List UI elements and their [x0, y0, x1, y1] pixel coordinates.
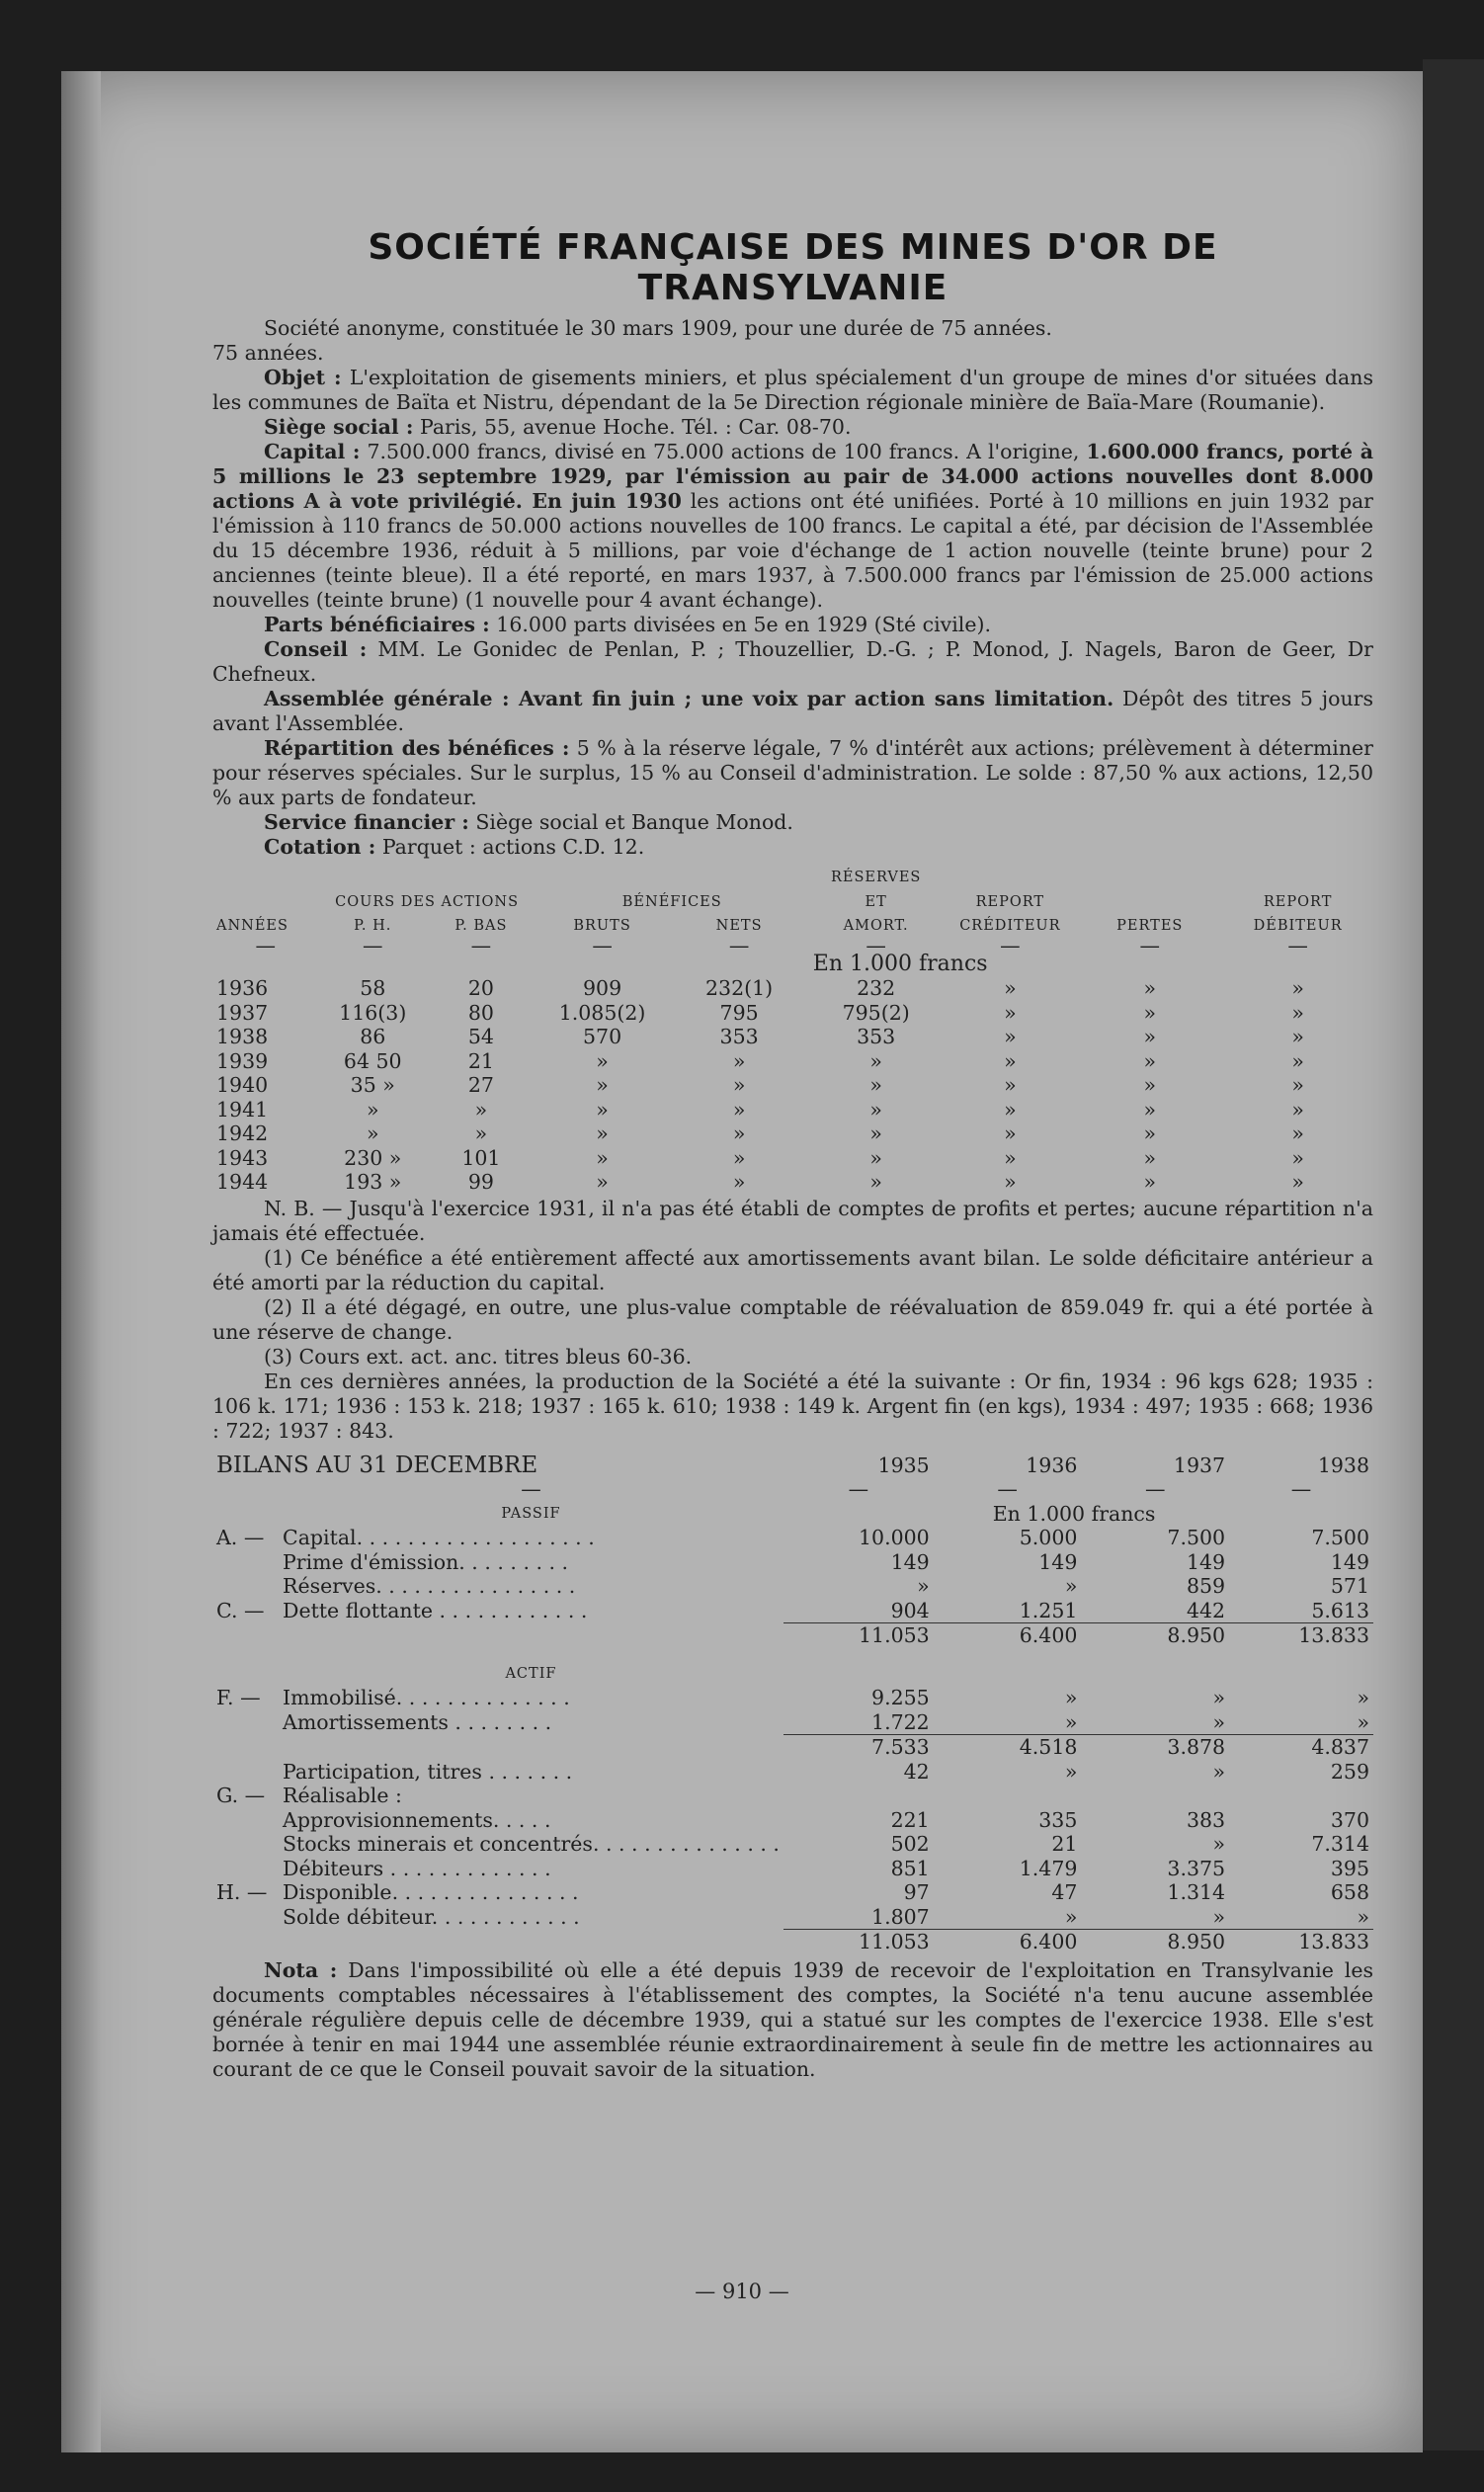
passif-cell: 7.500	[1167, 1526, 1226, 1549]
results-cell: »	[1291, 1000, 1304, 1025]
ag-text: Dépôt des titres 5 jours avant l'Assemblée.	[212, 687, 1373, 735]
results-cell: 1942	[216, 1121, 269, 1145]
repartition-text: 5 % à la réserve légale, 7 % d'intérêt aux actions; prélèvement à déterminer pour réserves spéciales. Sur le surplus, 15 % au Conseil d'administration. Le solde : 87,50 % aux actions, 12,50 % aux parts de fondateur.	[212, 736, 1373, 809]
results-cell: 353	[719, 1025, 759, 1048]
passif-cell: »	[917, 1574, 930, 1598]
year-1938: 1938	[1317, 1453, 1369, 1477]
parts-label: Parts bénéficiaires :	[264, 613, 490, 636]
results-cell: »	[1004, 1097, 1017, 1121]
actif-subtotal-1935: 7.533	[871, 1735, 930, 1759]
actif-cell: 42	[903, 1759, 930, 1784]
nota-text: Dans l'impossibilité où elle a été depuis 1939 de recevoir de l'exploitation en Transylvanie les documents comptables nécessaires à l'établissement des comptes, la Société n'a tenu aucune assemblée générale régulière depuis celle de décembre 1939, qui a statué sur les comptes de l'exercice 1938. Elle s'est bornée à tenir en mai 1944 une assemblée réunie extraordinairement à seule fin de mettre les actionnaires au courant de ce que le Conseil pouvait savoir de la situation.	[212, 1957, 1373, 2081]
page-binding-shadow	[61, 71, 101, 2452]
passif-cell: 7.500	[1311, 1526, 1369, 1549]
results-cell: »	[869, 1048, 882, 1073]
results-cell: 1.085(2)	[558, 1000, 646, 1025]
actif-cell: »	[1212, 1709, 1226, 1734]
results-cell: 101	[461, 1145, 501, 1170]
results-cell: 353	[857, 1025, 896, 1048]
siege-text: Paris, 55, avenue Hoche. Tél. : Car. 08-70.	[419, 415, 852, 439]
ag-paragraph	[212, 687, 1373, 736]
passif-cell: 5.000	[1019, 1526, 1078, 1549]
results-cell: »	[596, 1097, 609, 1121]
passif-total-1938: 13.833	[1298, 1623, 1369, 1647]
results-cell: »	[1291, 1121, 1304, 1145]
header-amort: AMORT.	[843, 918, 909, 934]
results-cell: 27	[467, 1073, 494, 1097]
year-1937: 1937	[1173, 1453, 1226, 1477]
actif-subtotal-1937: 3.878	[1167, 1735, 1226, 1759]
page-number: — 910 —	[695, 2280, 789, 2303]
results-cell: »	[1004, 1073, 1017, 1097]
results-row	[212, 1049, 1373, 1074]
results-cell: »	[1291, 1097, 1304, 1121]
passif-cell: 10.000	[858, 1526, 930, 1549]
passif-cell: 5.613	[1311, 1598, 1369, 1622]
results-cell: »	[366, 1121, 379, 1145]
parts-text: 16.000 parts divisées en 5e en 1929 (Sté civile).	[496, 613, 991, 636]
results-cell: »	[1291, 976, 1304, 1000]
results-cell: »	[1143, 1025, 1157, 1048]
results-cell: »	[474, 1121, 488, 1145]
results-table-body	[212, 976, 1373, 1195]
results-cell: »	[1291, 1170, 1304, 1194]
actif-cell: »	[1357, 1686, 1369, 1709]
actif-cell: »	[1212, 1759, 1226, 1784]
service-paragraph	[212, 810, 1373, 835]
passif-row	[212, 1599, 1373, 1623]
results-cell: 35 »	[350, 1073, 395, 1097]
results-row	[212, 1073, 1373, 1098]
bilans-unit: En 1.000 francs	[992, 1501, 1156, 1526]
results-cell: »	[1143, 1073, 1157, 1097]
header-pbas: P. BAS	[454, 918, 508, 934]
actif-cell: »	[1212, 1832, 1226, 1856]
actif-row	[212, 1905, 1373, 1930]
actif-row	[212, 1784, 1373, 1808]
results-row	[212, 1121, 1373, 1146]
actif-cell: 9.255	[871, 1686, 930, 1709]
results-cell: »	[869, 1121, 882, 1145]
results-cell: »	[1143, 1048, 1157, 1073]
results-row	[212, 1170, 1373, 1195]
actif-cell: 370	[1330, 1807, 1369, 1832]
actif-cell: H. —	[216, 1880, 268, 1904]
conseil-text: MM. Le Gonidec de Penlan, P. ; Thouzellier, D.-G. ; P. Monod, J. Nagels, Baron de Geer, Dr Chefneux.	[212, 637, 1373, 686]
table-unit: En 1.000 francs	[812, 951, 988, 976]
actif-cell: F. —	[216, 1686, 261, 1709]
results-cell: 1937	[216, 1000, 269, 1025]
capital-label: Capital :	[264, 440, 361, 463]
results-cell: »	[596, 1145, 609, 1170]
results-table	[212, 866, 1373, 1195]
header-report-2: REPORT	[1263, 893, 1333, 910]
results-row	[212, 976, 1373, 1001]
capital-text-2: les actions ont été unifiées. Porté à 10 millions en juin 1932 par l'émission à 110 francs de 50.000 actions nouvelles de 100 francs. Le capital a été, par décision de l'Assemblée du 15 décembre 1936, réduit à 5 millions, par voie d'échange de 1 action nouvelle (teinte brune) pour 2 anciennes (teinte bleue). Il a été reporté, en mars 1937, à 7.500.000 francs par l'émission de 25.000 actions nouvelles (teinte brune) (1 nouvelle pour 4 avant échange).	[212, 489, 1373, 612]
balance-sheet-table: BILANS AU 31 DECEMBRE 1935 1936 1937 1938 — — — — — PASSIF En 1.000 francs A. — Capital. . . . . . . . . . . . . . . . . . . 10.000 5.000 7.500 7.500 Prime d'émission. . . . . . . . . 149 149 149 149 Réserves. . . . . . . . . . . . . . . . » » 859 571 C. — Dette flottante . . . . . . . . . . . . 904 1.251 442 5.613 11.053 6.400 8.950 13.833 ACTIF F. — Immobilisé. . . . . . . . . . . . . . 9.255 » » » Amortissements . . . . . . . . 1.722 » » » 7.533 4.518 3.878 4.837 Participation, titres . . . . . . . 42 » » 259 G. — Réalisable : Approvisionnements. . . . . 221 335 383 370 Stocks minerais et concentrés. . . . . . . . . . . . . . . 502 21 » 7.314 Débiteurs . . . . . . . . . . . . . 851 1.479 3.375 395 H. — Disponible. . . . . . . . . . . . . . . 97 47 1.314 658 Solde débiteur. . . . . . . . . . . . 1.807 » » » 11.053 6.400 8.950 13.833	[212, 1454, 1373, 1954]
results-cell: »	[869, 1097, 882, 1121]
bilans-heading: BILANS AU 31 DECEMBRE	[216, 1452, 538, 1478]
results-cell: »	[1291, 1145, 1304, 1170]
actif-cell: 259	[1330, 1759, 1369, 1784]
actif-total-row	[212, 1930, 1373, 1954]
results-cell: 1941	[216, 1097, 269, 1121]
passif-cell: 1.251	[1019, 1598, 1078, 1622]
actif-total-1937: 8.950	[1167, 1930, 1226, 1953]
passif-cell: 149	[890, 1549, 930, 1574]
actif-subtotal-row	[212, 1735, 1373, 1760]
actif-cell: 97	[903, 1880, 930, 1904]
passif-cell: Dette flottante . . . . . . . . . . . .	[283, 1598, 588, 1622]
actif-cell	[1081, 1784, 1229, 1808]
adjacent-page-edge	[1423, 59, 1484, 2450]
actif-cell: Immobilisé. . . . . . . . . . . . . .	[283, 1686, 570, 1709]
actif-cell: Approvisionnements. . . . .	[283, 1807, 551, 1832]
results-cell: »	[869, 1073, 882, 1097]
actif-cell: Disponible. . . . . . . . . . . . . . .	[283, 1880, 579, 1904]
results-row	[212, 1001, 1373, 1026]
results-cell: »	[732, 1073, 746, 1097]
header-annees: ANNÉES	[216, 918, 289, 934]
results-cell: 58	[360, 976, 386, 1000]
page-content	[212, 227, 1373, 2082]
actif-cell: »	[1357, 1709, 1369, 1734]
footnote-3: (3) Cours ext. act. anc. titres bleus 60-36.	[264, 1344, 693, 1369]
actif-cell: 7.314	[1311, 1832, 1369, 1856]
nota-paragraph	[212, 1958, 1373, 2082]
actif-cell: 383	[1186, 1807, 1226, 1832]
passif-cell: 149	[1186, 1549, 1226, 1574]
actif-row	[212, 1832, 1373, 1857]
objet-paragraph	[212, 366, 1373, 415]
header-benefices: BÉNÉFICES	[621, 893, 722, 910]
cotation-text: Parquet : actions C.D. 12.	[381, 835, 645, 859]
actif-total-1938: 13.833	[1298, 1930, 1369, 1953]
passif-cell: Réserves. . . . . . . . . . . . . . . .	[283, 1574, 576, 1598]
actif-total-1935: 11.053	[858, 1930, 930, 1953]
passif-total-row	[212, 1623, 1373, 1648]
passif-cell	[212, 1574, 279, 1599]
capital-bold-text: 1.600.000 francs, porté à 5 millions le 23 septembre 1929, par l'émission au pair de 34.000 actions nouvelles dont 8.000 actions A à vote privilégié. En juin 1930	[212, 440, 1373, 513]
actif-cell: 502	[890, 1832, 930, 1856]
results-cell: 21	[467, 1048, 494, 1073]
actif-cell: 658	[1330, 1880, 1369, 1904]
results-cell: 99	[467, 1170, 494, 1194]
capital-paragraph	[212, 440, 1373, 613]
actif-cell: 3.375	[1167, 1856, 1226, 1880]
actif-cell	[212, 1710, 279, 1735]
intro-continuation: 75 années.	[212, 341, 324, 365]
results-cell: »	[1291, 1048, 1304, 1073]
actif-cell: »	[1064, 1904, 1078, 1929]
results-cell: »	[1143, 976, 1157, 1000]
actif-cell: 1.722	[871, 1709, 930, 1734]
actif-cell: 47	[1051, 1880, 1078, 1904]
actif-cell: »	[1212, 1686, 1226, 1709]
header-et: ET	[865, 893, 887, 910]
actif-cell	[212, 1760, 279, 1785]
actif-heading: ACTIF	[505, 1665, 557, 1682]
service-label: Service financier :	[264, 810, 469, 834]
header-pertes: PERTES	[1116, 918, 1184, 934]
results-cell: »	[596, 1048, 609, 1073]
results-cell: 1944	[216, 1170, 269, 1194]
nota-label: Nota :	[264, 1957, 338, 1982]
header-nets: NETS	[715, 918, 763, 934]
header-dashes: — — — — — — — — —	[255, 933, 1308, 957]
results-cell: »	[732, 1121, 746, 1145]
results-cell: »	[1143, 1121, 1157, 1145]
actif-subtotal-1938: 4.837	[1311, 1735, 1369, 1759]
results-cell: »	[732, 1048, 746, 1073]
actif-cell: 395	[1330, 1856, 1369, 1880]
passif-row	[212, 1574, 1373, 1599]
actif-rows-2	[212, 1760, 1373, 1930]
results-cell: »	[1004, 1170, 1017, 1194]
results-cell: »	[1143, 1145, 1157, 1170]
results-cell: 1936	[216, 976, 269, 1000]
passif-heading: PASSIF	[501, 1505, 561, 1522]
results-cell: »	[1143, 1170, 1157, 1194]
passif-total-1935: 11.053	[858, 1623, 930, 1647]
cotation-paragraph	[212, 835, 1373, 860]
results-cell: »	[596, 1073, 609, 1097]
results-cell: »	[1004, 1000, 1017, 1025]
passif-cell: Capital. . . . . . . . . . . . . . . . . . .	[283, 1526, 595, 1549]
results-cell: 1943	[216, 1145, 269, 1170]
passif-cell: 859	[1186, 1574, 1226, 1598]
actif-cell	[783, 1784, 934, 1808]
actif-cell: Solde débiteur. . . . . . . . . . . .	[283, 1904, 580, 1929]
passif-cell: A. —	[216, 1526, 265, 1549]
results-cell: »	[596, 1170, 609, 1194]
results-cell: »	[869, 1170, 882, 1194]
actif-cell	[1229, 1784, 1373, 1808]
year-1935: 1935	[877, 1453, 930, 1477]
results-cell: 1939	[216, 1048, 269, 1073]
actif-cell: Participation, titres . . . . . . .	[283, 1759, 573, 1784]
passif-rows	[212, 1526, 1373, 1623]
header-cours: COURS DES ACTIONS	[335, 893, 520, 910]
actif-cell	[212, 1857, 279, 1881]
actif-row	[212, 1686, 1373, 1710]
results-row	[212, 1146, 1373, 1171]
actif-cell: »	[1212, 1904, 1226, 1929]
production-paragraph: En ces dernières années, la production de la Société a été la suivante : Or fin, 1934 : 96 kgs 628; 1935 : 106 k. 171; 1936 : 153 k. 218; 1937 : 165 k. 610; 1938 : 149 k. Argent fin (en kgs), 1934 : 497; 1935 : 668; 1936 : 722; 1937 : 843.	[212, 1369, 1373, 1443]
header-debiteur: DÉBITEUR	[1253, 918, 1343, 934]
header-crediteur: CRÉDITEUR	[959, 918, 1061, 934]
actif-cell: Amortissements . . . . . . . .	[283, 1709, 552, 1734]
year-1936: 1936	[1026, 1453, 1078, 1477]
actif-cell: 1.314	[1167, 1880, 1226, 1904]
actif-cell	[212, 1808, 279, 1833]
passif-cell: »	[1064, 1574, 1078, 1598]
results-cell: 232(1)	[705, 976, 774, 1000]
actif-cell: 335	[1038, 1807, 1078, 1832]
actif-cell: »	[1357, 1904, 1369, 1929]
actif-subtotal-1936: 4.518	[1019, 1735, 1078, 1759]
results-cell: 795(2)	[842, 1000, 910, 1025]
header-ph: P. H.	[354, 918, 392, 934]
actif-cell: G. —	[216, 1784, 266, 1807]
actif-cell	[212, 1905, 279, 1930]
passif-cell: 904	[890, 1598, 930, 1622]
actif-cell: Stocks minerais et concentrés. . . . . . . . . . . . . . .	[283, 1832, 780, 1856]
actif-cell	[934, 1784, 1082, 1808]
passif-cell: C. —	[216, 1598, 265, 1622]
page-title: SOCIÉTÉ FRANÇAISE DES MINES D'OR DE TRANSYLVANIE	[368, 227, 1218, 308]
actif-rows-1	[212, 1686, 1373, 1735]
objet-label: Objet :	[264, 366, 342, 389]
actif-cell: »	[1064, 1759, 1078, 1784]
passif-row	[212, 1550, 1373, 1575]
passif-cell: 571	[1330, 1574, 1369, 1598]
results-cell: 20	[467, 976, 494, 1000]
actif-row	[212, 1857, 1373, 1881]
passif-total-1937: 8.950	[1167, 1623, 1226, 1647]
results-cell: »	[474, 1097, 488, 1121]
actif-row	[212, 1808, 1373, 1833]
intro-paragraph: Société anonyme, constituée le 30 mars 1909, pour une durée de 75 années.	[264, 316, 1052, 340]
ag-label: Assemblée générale : Avant fin juin ; une voix par action sans limitation.	[264, 687, 1114, 710]
results-cell: 230 »	[344, 1145, 402, 1170]
footnote-2: (2) Il a été dégagé, en outre, une plus-value comptable de réévaluation de 859.049 fr. qui a été portée à une réserve de change.	[212, 1294, 1373, 1344]
footnote-1: (1) Ce bénéfice a été entièrement affecté aux amortissements avant bilan. Le solde déficitaire antérieur a été amorti par la réduction du capital.	[212, 1245, 1373, 1294]
conseil-paragraph	[212, 637, 1373, 687]
nb-paragraph: N. B. — Jusqu'à l'exercice 1931, il n'a pas été établi de comptes de profits et pertes; aucune répartition n'a jamais été effectuée.	[212, 1196, 1373, 1245]
capital-text-1: 7.500.000 francs, divisé en 75.000 actions de 100 francs. A l'origine,	[367, 440, 1080, 463]
results-cell: »	[1291, 1025, 1304, 1048]
results-cell: »	[1004, 1145, 1017, 1170]
actif-cell: Débiteurs . . . . . . . . . . . . .	[283, 1856, 551, 1880]
header-bruts: BRUTS	[573, 918, 631, 934]
actif-cell: 851	[890, 1856, 930, 1880]
actif-cell: »	[1064, 1709, 1078, 1734]
actif-cell: »	[1064, 1686, 1078, 1709]
results-cell: »	[596, 1121, 609, 1145]
conseil-label: Conseil :	[264, 637, 368, 661]
results-cell: 80	[467, 1000, 494, 1025]
results-cell: 570	[582, 1025, 622, 1048]
results-cell: »	[1004, 1048, 1017, 1073]
results-cell: 86	[360, 1025, 386, 1048]
results-cell: »	[1143, 1097, 1157, 1121]
actif-total-1936: 6.400	[1019, 1930, 1078, 1953]
results-cell: »	[366, 1097, 379, 1121]
results-cell: 1940	[216, 1073, 269, 1097]
results-cell: 1938	[216, 1025, 269, 1048]
actif-row	[212, 1760, 1373, 1785]
results-cell: 193 »	[344, 1170, 402, 1194]
results-cell: »	[1291, 1073, 1304, 1097]
passif-total-1936: 6.400	[1019, 1623, 1078, 1647]
results-cell: »	[732, 1145, 746, 1170]
parts-paragraph	[212, 613, 1373, 637]
repartition-paragraph	[212, 736, 1373, 810]
results-cell: 909	[582, 976, 622, 1000]
actif-cell: 21	[1051, 1832, 1078, 1856]
service-text: Siège social et Banque Monod.	[475, 810, 793, 834]
actif-cell: 1.807	[871, 1904, 930, 1929]
passif-cell: Prime d'émission. . . . . . . . .	[283, 1549, 569, 1574]
passif-cell: 149	[1038, 1549, 1078, 1574]
repartition-label: Répartition des bénéfices :	[264, 736, 570, 760]
results-cell: »	[869, 1145, 882, 1170]
results-cell: »	[1143, 1000, 1157, 1025]
results-cell: 116(3)	[339, 1000, 407, 1025]
actif-cell: Réalisable :	[283, 1784, 402, 1807]
objet-text: L'exploitation de gisements miniers, et plus spécialement d'un groupe de mines d'or situées dans les communes de Baïta et Nistru, dépendant de la 5e Direction régionale minière de Baïa-Mare (Roumanie).	[212, 366, 1373, 414]
passif-cell	[212, 1550, 279, 1575]
results-cell: »	[732, 1097, 746, 1121]
results-cell: »	[1004, 1025, 1017, 1048]
siege-label: Siège social :	[264, 415, 414, 439]
actif-cell: 221	[890, 1807, 930, 1832]
passif-row	[212, 1526, 1373, 1550]
header-report-1: REPORT	[975, 893, 1045, 910]
results-cell: 795	[719, 1000, 759, 1025]
passif-cell: 442	[1186, 1598, 1226, 1622]
cotation-label: Cotation :	[264, 835, 376, 859]
results-row	[212, 1025, 1373, 1049]
results-cell: 54	[467, 1025, 494, 1048]
siege-paragraph	[212, 415, 1373, 440]
results-cell: »	[1004, 1121, 1017, 1145]
results-cell: 232	[857, 976, 896, 1000]
results-cell: »	[732, 1170, 746, 1194]
passif-cell: 149	[1330, 1549, 1369, 1574]
header-reserves: RÉSERVES	[830, 870, 922, 885]
actif-cell	[212, 1832, 279, 1857]
results-row	[212, 1098, 1373, 1122]
actif-cell: 1.479	[1019, 1856, 1078, 1880]
actif-row	[212, 1710, 1373, 1735]
results-cell: »	[1004, 976, 1017, 1000]
results-cell: 64 50	[343, 1048, 402, 1073]
actif-row	[212, 1880, 1373, 1905]
